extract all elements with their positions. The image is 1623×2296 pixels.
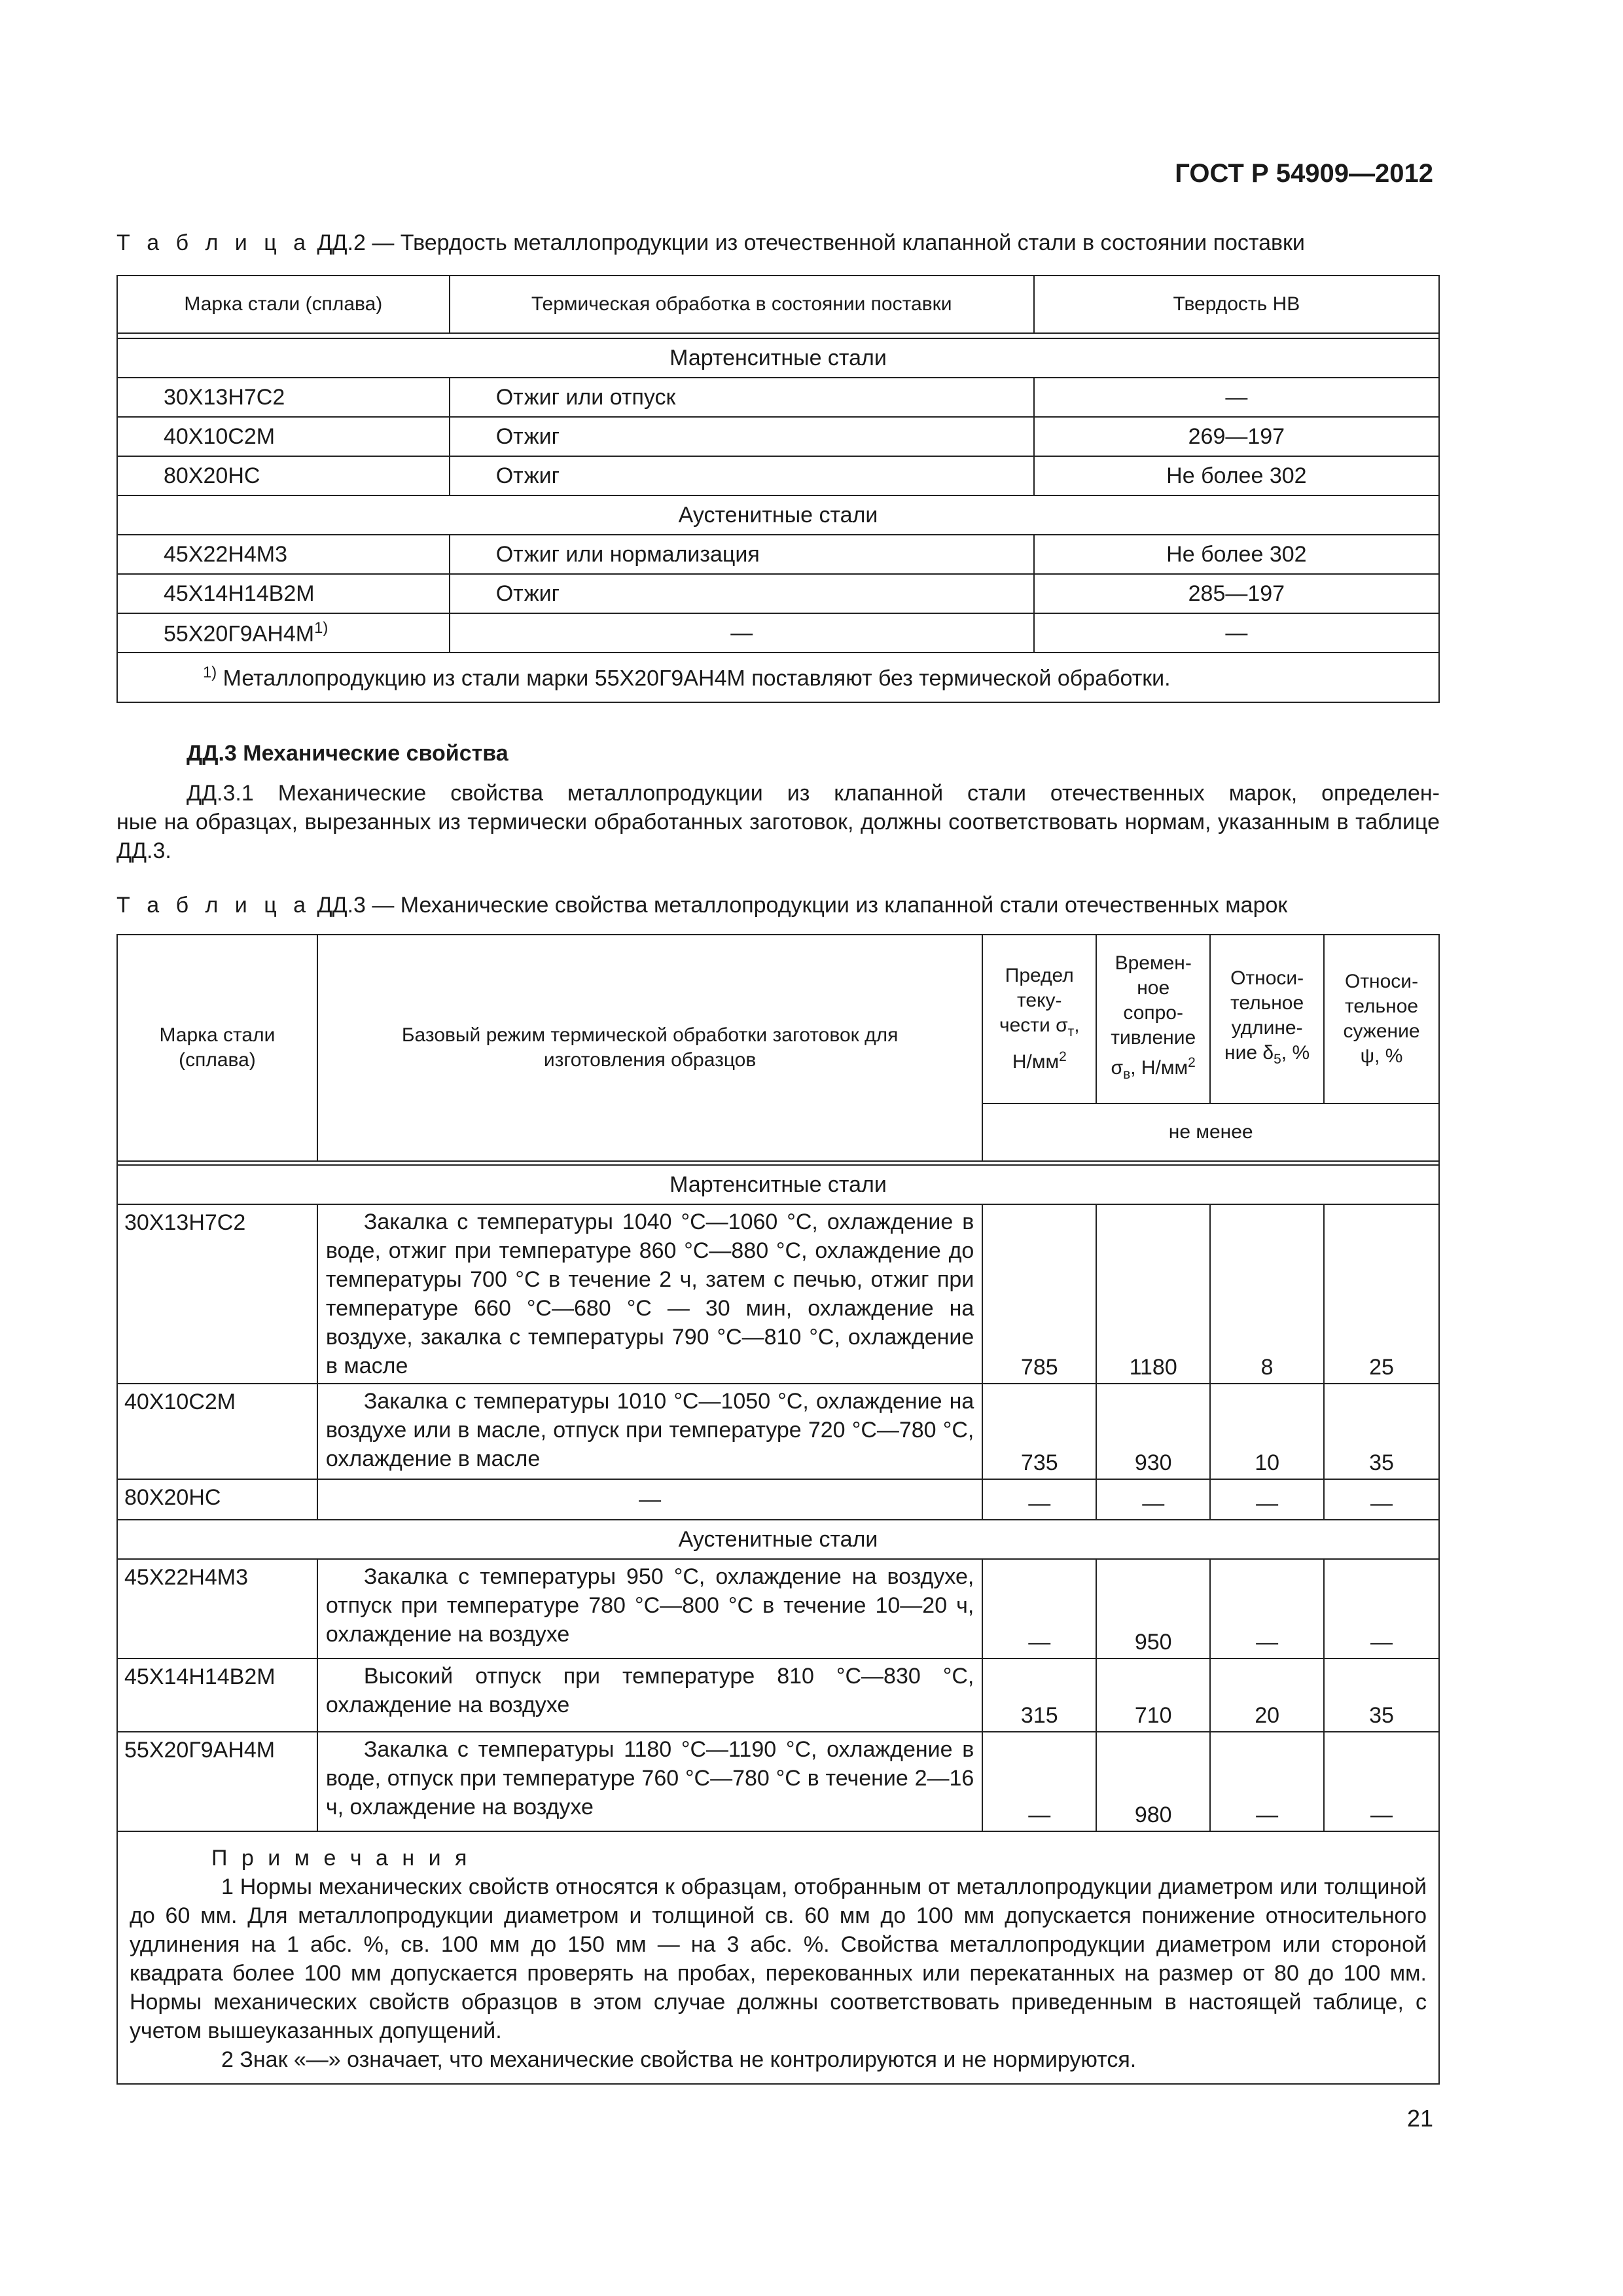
yield-value: — xyxy=(982,1732,1096,1831)
tensile-value: 980 xyxy=(1096,1732,1210,1831)
table-row xyxy=(117,378,1439,417)
yield-value: — xyxy=(982,1479,1096,1520)
table-row xyxy=(117,535,1439,574)
notes-title: П р и м е ч а н и я xyxy=(211,1846,471,1871)
table-dd3 xyxy=(116,934,1440,2085)
table-row xyxy=(117,574,1439,613)
steel-grade: 45Х22Н4М3 xyxy=(117,1559,317,1659)
steel-grade: 30Х13Н7С2 xyxy=(117,378,450,417)
tensile-value: 1180 xyxy=(1096,1204,1210,1384)
document-id: ГОСТ Р 54909—2012 xyxy=(1175,159,1433,188)
narrowing-value: 35 xyxy=(1324,1659,1439,1732)
steel-grade: 30Х13Н7С2 xyxy=(117,1204,317,1384)
table-row xyxy=(117,613,1439,653)
table-row xyxy=(117,1479,1439,1520)
table-row xyxy=(117,1659,1439,1732)
heat-treatment: Отжиг или отпуск xyxy=(450,378,1034,417)
narrowing-value: 25 xyxy=(1324,1204,1439,1384)
table-row xyxy=(117,1559,1439,1659)
footnote-marker: 1) xyxy=(314,619,329,637)
steel-grade: 45Х22Н4М3 xyxy=(117,535,450,574)
elongation-value: — xyxy=(1210,1732,1324,1831)
note-2: 2 Знак «—» означает, что механические свойства не контролируются и не нормируются. xyxy=(221,2047,1137,2072)
heat-treatment: Отжиг xyxy=(450,417,1034,456)
narrowing-value: 35 xyxy=(1324,1384,1439,1479)
hardness: 269—197 xyxy=(1034,417,1439,456)
notes-row xyxy=(117,1831,1439,2084)
group-row xyxy=(117,495,1439,535)
group-title: Аустенитные стали xyxy=(117,1520,1439,1559)
hardness: — xyxy=(1034,613,1439,653)
treatment-regime: Высокий отпуск при температуре 810 °С—830 °С, охлаждение на воздухе xyxy=(317,1659,982,1732)
treatment-regime: Закалка с температуры 1180 °С—1190 °С, охлаждение в воде, отпуск при температуре 760 °С—780 °С в течение 2—16 ч, охлаждение на воздухе xyxy=(317,1732,982,1831)
table-dd2 xyxy=(116,275,1440,703)
table-caption-text: ДД.2 — Твердость металлопродукции из отечественной клапанной стали в состоянии поставки xyxy=(317,230,1305,255)
tensile-value: 710 xyxy=(1096,1659,1210,1732)
page-number: 21 xyxy=(1406,2105,1433,2132)
steel-grade: 40Х10С2М xyxy=(117,1384,317,1479)
treatment-regime: Закалка с температуры 950 °С, охлаждение на воздухе, отпуск при температуре 780 °С—800 °С в течение 10—20 ч, охлаждение на воздухе xyxy=(317,1559,982,1659)
steel-grade: 55Х20Г9АН4М xyxy=(117,1732,317,1831)
heat-treatment: Отжиг xyxy=(450,456,1034,495)
table-row xyxy=(117,1204,1439,1384)
column-header: Термическая обработка в состоянии поставки xyxy=(450,276,1034,333)
column-header-elongation: Относи- тельное удлине- ние $\delta_5$, % xyxy=(1210,935,1324,1103)
column-header-tensile: Времен- ное сопро- тивление $\sigma_в$, $Н/мм^2$ xyxy=(1096,935,1210,1103)
elongation-value: — xyxy=(1210,1559,1324,1659)
header-separator xyxy=(117,333,1439,338)
elongation-value: 20 xyxy=(1210,1659,1324,1732)
table-row xyxy=(117,417,1439,456)
heat-treatment: Отжиг xyxy=(450,574,1034,613)
hardness: 285—197 xyxy=(1034,574,1439,613)
group-title: Мартенситные стали xyxy=(117,1165,1439,1204)
hardness: Не более 302 xyxy=(1034,456,1439,495)
column-header-narrowing: Относи- тельное сужение ψ, % xyxy=(1324,935,1439,1103)
heat-treatment: — xyxy=(450,613,1034,653)
table-dd2-caption xyxy=(116,230,1305,256)
tensile-value: 950 xyxy=(1096,1559,1210,1659)
column-header-mark: Марка стали (сплава) xyxy=(117,935,317,1161)
not-less-label: не менее xyxy=(982,1103,1439,1161)
yield-value: 315 xyxy=(982,1659,1096,1732)
group-row xyxy=(117,1165,1439,1204)
table-row xyxy=(117,456,1439,495)
steel-grade: 80Х20НС xyxy=(117,456,450,495)
treatment-regime: Закалка с температуры 1040 °С—1060 °С, охлаждение в воде, отжиг при температуре 860 °С—880 °С, охлаждение до температуры 700 °С в течение 2 ч, затем с печью, отжиг при температуре 660 °С—680 °С — 30 мин, охлаждение на воздухе, закалка с температуры 790 °С—810 °С, охлаждение в масле xyxy=(317,1204,982,1384)
group-title: Мартенситные стали xyxy=(117,338,1439,378)
steel-grade: 45Х14Н14В2М xyxy=(117,1659,317,1732)
section-paragraph xyxy=(116,779,1440,865)
group-row xyxy=(117,338,1439,378)
column-header: Твердость НВ xyxy=(1034,276,1439,333)
table-row xyxy=(117,1384,1439,1479)
table-row xyxy=(117,1732,1439,1831)
steel-grade: 40Х10С2М xyxy=(117,417,450,456)
elongation-value: 8 xyxy=(1210,1204,1324,1384)
elongation-value: — xyxy=(1210,1479,1324,1520)
steel-grade: 80Х20НС xyxy=(117,1479,317,1520)
paragraph-rest: ные на образцах, вырезанных из термически обработанных заготовок, должны соответствовать нормам, указанным в таблице ДД.3. xyxy=(116,810,1440,863)
table-caption-prefix: Т а б л и ц а xyxy=(116,230,312,255)
elongation-value: 10 xyxy=(1210,1384,1324,1479)
table-header-row xyxy=(117,276,1439,333)
tensile-value: — xyxy=(1096,1479,1210,1520)
heat-treatment: Отжиг или нормализация xyxy=(450,535,1034,574)
yield-value: 785 xyxy=(982,1204,1096,1384)
column-header-regime: Базовый режим термической обработки заготовок для изготовления образцов xyxy=(317,935,982,1161)
table-notes xyxy=(117,1831,1439,2084)
note-1: 1 Нормы механических свойств относятся к образцам, отобранным от металлопродукции диаметром или толщиной до 60 мм. Для металлопродукции диаметром и толщиной св. 60 мм до 100 мм допускается понижение относительного удлинения на 1 абс. %, св. 100 мм до 150 мм — на 3 абс. %. Свойства металлопродукции диаметром или стороной квадрата более 100 мм допускается проверять на пробах, перекованных или перекатанных на размер от 80 до 100 мм. Нормы механических свойств образцов в этом случае должны соответствовать приведенным в настоящей таблице, с учетом вышеуказанных допущений. xyxy=(130,1874,1427,2043)
yield-value: 735 xyxy=(982,1384,1096,1479)
tensile-value: 930 xyxy=(1096,1384,1210,1479)
column-header: Марка стали (сплава) xyxy=(117,276,450,333)
group-title: Аустенитные стали xyxy=(117,495,1439,535)
paragraph-first-line: ДД.3.1 Механические свойства металлопродукции из клапанной стали отечественных марок, определен- xyxy=(187,781,1440,806)
yield-value: — xyxy=(982,1559,1096,1659)
column-header-yield: Предел теку- чести $\sigma_т$, $Н/мм^2$ xyxy=(982,935,1096,1103)
table-caption-prefix: Т а б л и ц а xyxy=(116,893,312,918)
hardness: — xyxy=(1034,378,1439,417)
table-header-row xyxy=(117,935,1439,1103)
treatment-regime: — xyxy=(317,1479,982,1520)
treatment-regime: Закалка с температуры 1010 °С—1050 °С, охлаждение на воздухе или в масле, отпуск при температуре 720 °С—780 °С, охлаждение в масле xyxy=(317,1384,982,1479)
section-heading: ДД.3 Механические свойства xyxy=(187,741,508,766)
footnote-row xyxy=(117,653,1439,702)
narrowing-value: — xyxy=(1324,1732,1439,1831)
group-row xyxy=(117,1520,1439,1559)
steel-grade: 45Х14Н14В2М xyxy=(117,574,450,613)
narrowing-value: — xyxy=(1324,1559,1439,1659)
table-dd3-caption xyxy=(116,893,1287,918)
narrowing-value: — xyxy=(1324,1479,1439,1520)
table-caption-text: ДД.3 — Механические свойства металлопродукции из клапанной стали отечественных марок xyxy=(317,893,1288,918)
table-footnote: $^{1)}$ Металлопродукцию из стали марки 55Х20Г9АН4М поставляют без термической обработки. xyxy=(117,653,1439,702)
steel-grade: $55Х20Г9АН4М^{1)}$ xyxy=(117,613,450,653)
hardness: Не более 302 xyxy=(1034,535,1439,574)
